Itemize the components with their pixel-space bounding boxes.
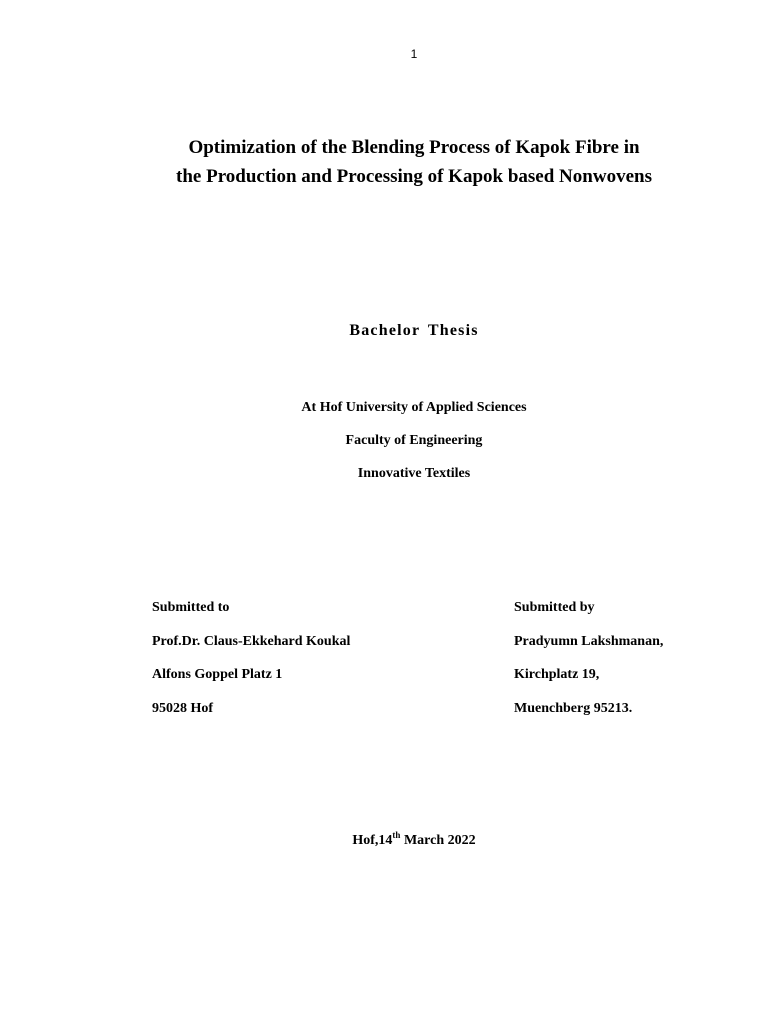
submission-date (100, 830, 728, 849)
submitted-to-block (152, 598, 350, 732)
submitted-by-block (514, 598, 663, 732)
title-line-2: the Production and Processing of Kapok based Nonwovens (176, 166, 652, 187)
program-name: Innovative Textiles (357, 466, 471, 481)
page-number: 1 (410, 47, 418, 61)
supervisor-address-line-2: 95028 Hof (152, 700, 214, 716)
submitted-to-label: Submitted to (152, 600, 230, 615)
date-ordinal-suffix: th (392, 830, 401, 840)
author-address-line-2: Muenchberg 95213. (514, 700, 633, 716)
title-line-1: Optimization of the Blending Process of Kapok Fibre in (188, 137, 640, 158)
supervisor-address-line-1: Alfons Goppel Platz 1 (152, 667, 283, 682)
author-address-line-1: Kirchplatz 19, (514, 667, 600, 682)
faculty-name: Faculty of Engineering (345, 433, 483, 448)
date-prefix: Hof,14 (352, 833, 393, 848)
date-rest: March 2022 (400, 833, 476, 848)
thesis-title (100, 133, 728, 191)
university-name: At Hof University of Applied Sciences (301, 400, 527, 415)
thesis-type: Bachelor Thesis (349, 322, 479, 339)
affiliation-block (100, 398, 728, 497)
author-name: Pradyumn Lakshmanan, (514, 633, 664, 649)
supervisor-name: Prof.Dr. Claus-Ekkehard Koukal (152, 633, 351, 649)
submitted-by-label: Submitted by (514, 600, 595, 615)
